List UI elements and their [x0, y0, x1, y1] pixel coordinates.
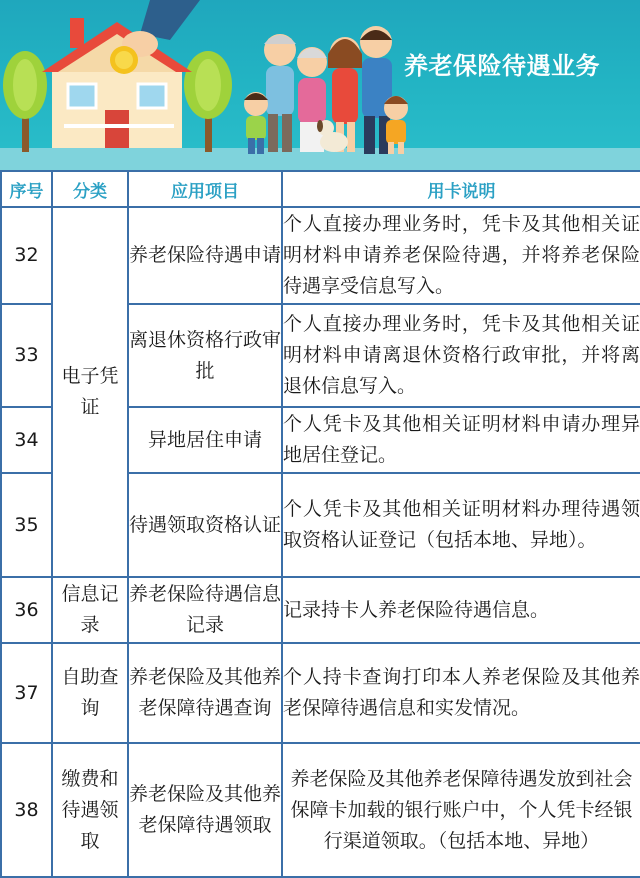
category-cell: 电子凭证 — [52, 207, 128, 577]
table-row — [1, 577, 640, 643]
row-number: 33 — [1, 304, 52, 407]
header-category: 分类 — [52, 171, 128, 207]
item-cell: 异地居住申请 — [128, 407, 282, 473]
table-row — [1, 643, 640, 743]
row-number: 37 — [1, 643, 52, 743]
family-house-illustration — [0, 0, 640, 170]
table-header-row — [1, 171, 640, 207]
header-description: 用卡说明 — [282, 171, 640, 207]
item-cell: 离退休资格行政审批 — [128, 304, 282, 407]
row-number: 32 — [1, 207, 52, 304]
description-cell: 个人凭卡及其他相关证明材料申请办理异地居住登记。 — [282, 407, 640, 473]
item-cell: 养老保险及其他养老保障待遇查询 — [128, 643, 282, 743]
grandpa-icon — [264, 34, 296, 152]
tree-left-icon — [3, 51, 47, 152]
item-cell: 养老保险待遇申请 — [128, 207, 282, 304]
boy-icon — [244, 92, 268, 154]
banner-title: 养老保险待遇业务 — [404, 52, 600, 80]
row-number: 38 — [1, 743, 52, 877]
description-cell: 个人持卡查询打印本人养老保险及其他养老保障待遇信息和实发情况。 — [282, 643, 640, 743]
table-row — [1, 743, 640, 877]
item-cell: 待遇领取资格认证 — [128, 473, 282, 577]
table-row — [1, 207, 640, 304]
item-cell: 养老保险及其他养老保障待遇领取 — [128, 743, 282, 877]
row-number: 34 — [1, 407, 52, 473]
banner — [0, 0, 640, 170]
description-cell: 个人直接办理业务时，凭卡及其他相关证明材料申请离退休资格行政审批，并将离退休信息写入。 — [282, 304, 640, 407]
benefit-table — [0, 170, 640, 878]
category-cell: 缴费和待遇领取 — [52, 743, 128, 877]
grandma-icon — [297, 47, 327, 152]
item-cell: 养老保险待遇信息记录 — [128, 577, 282, 643]
row-number: 36 — [1, 577, 52, 643]
description-cell: 养老保险及其他养老保障待遇发放到社会保障卡加载的银行账户中，个人凭卡经银行渠道领取。（包括本地、异地） — [282, 743, 640, 877]
description-cell: 个人凭卡及其他相关证明材料办理待遇领取资格认证登记（包括本地、异地）。 — [282, 473, 640, 577]
row-number: 35 — [1, 473, 52, 577]
header-num: 序号 — [1, 171, 52, 207]
description-cell: 个人直接办理业务时，凭卡及其他相关证明材料申请养老保险待遇，并将养老保险待遇享受信息写入。 — [282, 207, 640, 304]
category-cell: 信息记录 — [52, 577, 128, 643]
header-item: 应用项目 — [128, 171, 282, 207]
category-cell: 自助查询 — [52, 643, 128, 743]
description-cell: 记录持卡人养老保险待遇信息。 — [282, 577, 640, 643]
tree-right-icon — [184, 51, 232, 152]
